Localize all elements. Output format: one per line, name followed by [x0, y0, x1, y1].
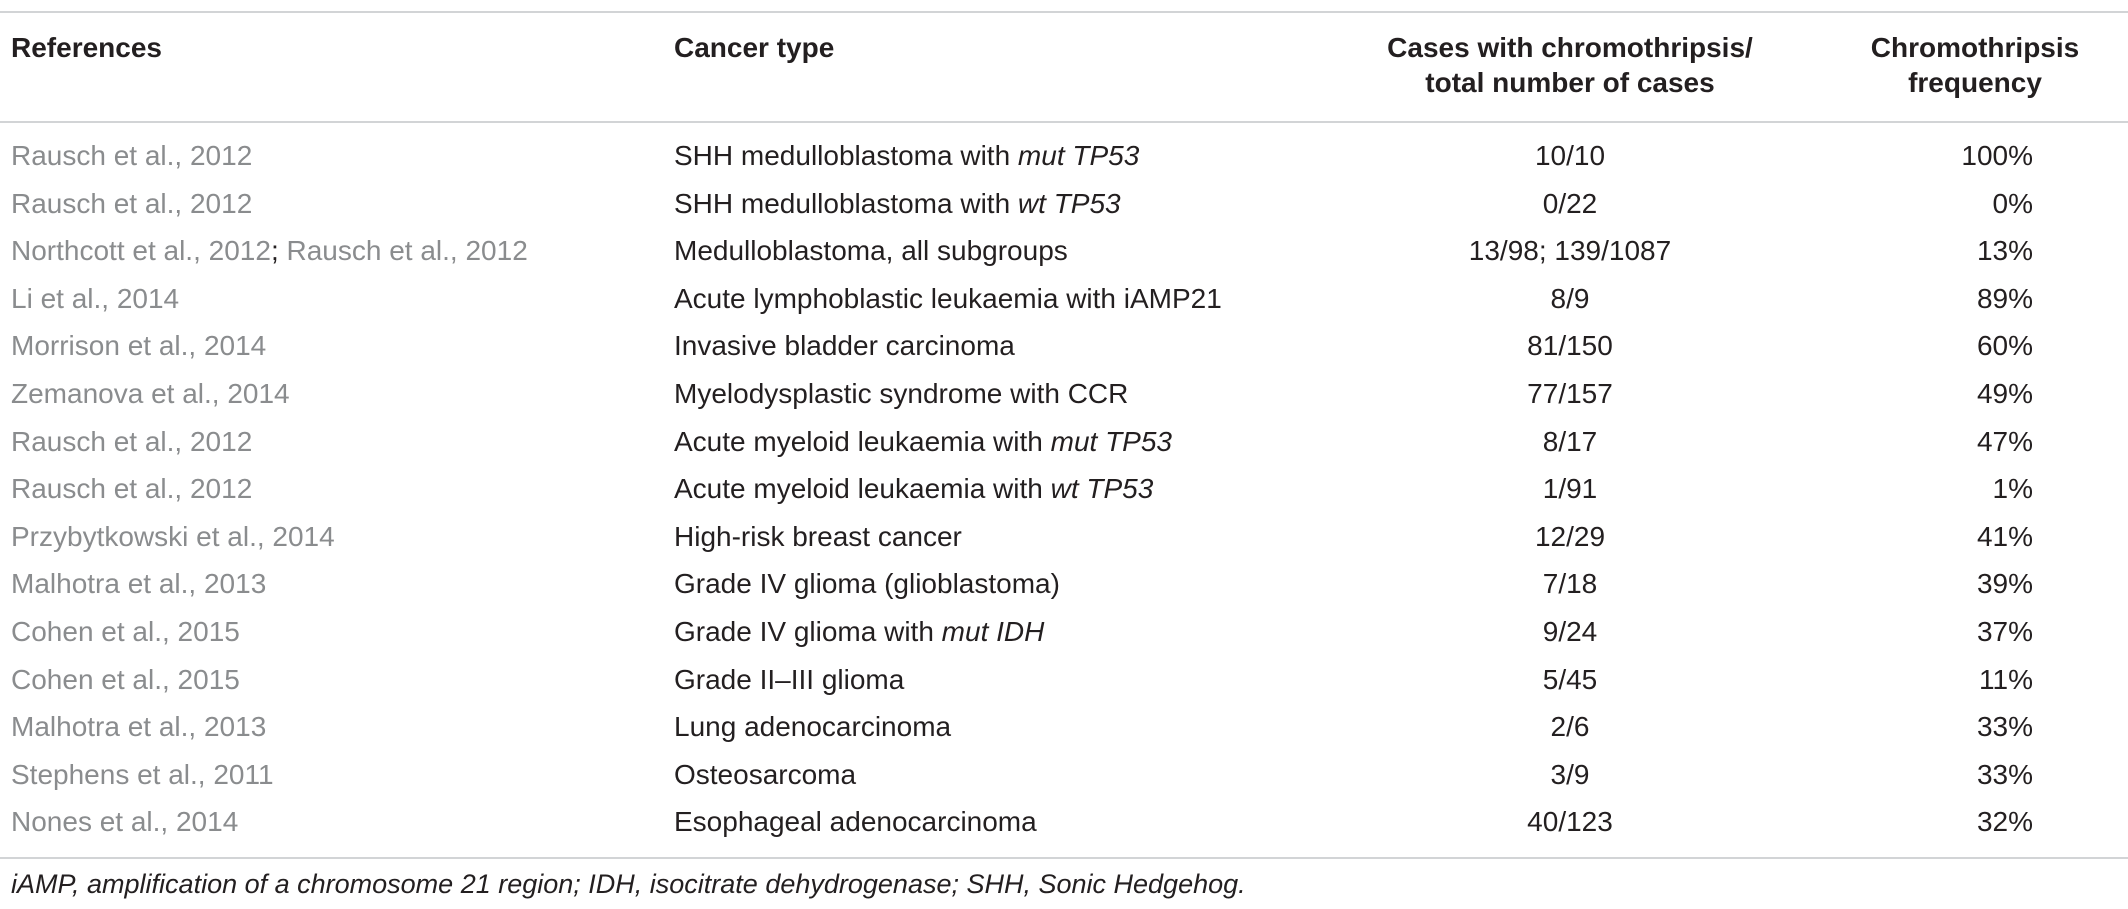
reference-link[interactable]: Rausch et al., 2012 — [11, 473, 253, 505]
cancer-type-cell — [674, 465, 1153, 513]
reference-link[interactable]: Cohen et al., 2015 — [11, 615, 240, 647]
reference-cell — [11, 656, 240, 704]
frequency-cell: 33% — [1976, 758, 2033, 790]
frequency-cell: 60% — [1976, 330, 2033, 362]
header-frequency-line2: frequency — [1908, 67, 2042, 98]
reference-cell — [11, 465, 252, 513]
reference-link[interactable]: Stephens et al., 2011 — [11, 758, 274, 790]
reference-cell — [11, 132, 252, 180]
frequency-cell: 0% — [1992, 187, 2033, 219]
reference-link[interactable]: Rausch et al., 2012 — [11, 140, 253, 171]
cases-cell: 3/9 — [1550, 758, 1590, 790]
reference-link[interactable]: Zemanova et al., 2014 — [11, 377, 290, 409]
cases-cell: 40/123 — [1527, 806, 1613, 838]
reference-link[interactable]: Rausch et al., 2012 — [11, 425, 253, 457]
top-rule — [0, 11, 2128, 13]
cancer-type-text: Medulloblastoma, all subgroups — [674, 235, 1068, 267]
reference-cell — [11, 513, 335, 561]
reference-cell — [11, 322, 266, 370]
cases-cell: 81/150 — [1527, 330, 1613, 362]
cancer-type-cell — [674, 656, 904, 704]
reference-link[interactable]: Li et al., 2014 — [11, 282, 180, 314]
bottom-rule — [0, 857, 2128, 859]
header-cases-line2: total number of cases — [1425, 67, 1715, 98]
header-references: References — [11, 32, 162, 63]
cancer-type-cell — [674, 798, 1037, 846]
table-row — [0, 275, 2128, 323]
table-row — [0, 608, 2128, 656]
cancer-type-text: Osteosarcoma — [674, 758, 857, 790]
cases-cell: 12/29 — [1534, 520, 1606, 552]
frequency-cell: 41% — [1976, 520, 2033, 552]
reference-separator: ; — [270, 235, 287, 267]
cases-cell: 13/98; 139/1087 — [1468, 235, 1672, 267]
header-cases-line1: Cases with chromothripsis/ — [1387, 32, 1753, 63]
cancer-type-cell — [674, 751, 856, 799]
reference-cell — [11, 227, 528, 275]
cases-cell: 2/6 — [1550, 711, 1590, 743]
cancer-type-cell — [674, 608, 1044, 656]
cases-cell: 9/24 — [1542, 615, 1598, 647]
reference-cell — [11, 798, 238, 846]
cancer-type-text: Acute lymphoblastic leukaemia with iAMP21 — [674, 282, 1222, 314]
header-frequency — [1840, 30, 2110, 100]
table-row — [0, 513, 2128, 561]
cases-cell: 0/22 — [1542, 187, 1598, 219]
frequency-cell: 37% — [1976, 615, 2033, 647]
cases-cell: 10/10 — [1534, 140, 1606, 171]
cancer-type-text: High-risk breast cancer — [674, 520, 962, 552]
table-row — [0, 227, 2128, 275]
frequency-cell: 11% — [1979, 663, 2033, 695]
reference-cell — [11, 180, 252, 228]
header-frequency-line1: Chromothripsis — [1870, 32, 2080, 63]
cancer-type-text: Acute myeloid leukaemia with — [674, 425, 1051, 457]
table-row — [0, 132, 2128, 180]
reference-link[interactable]: Malhotra et al., 2013 — [11, 711, 267, 743]
reference-cell — [11, 560, 266, 608]
table-row — [0, 656, 2128, 704]
table-row — [0, 751, 2128, 799]
reference-cell — [11, 370, 290, 418]
cancer-type-text: Myelodysplastic syndrome with CCR — [674, 377, 1129, 409]
cancer-type-text: Grade IV glioma (glioblastoma) — [674, 568, 1060, 600]
cancer-type-text: Acute myeloid leukaemia with — [674, 473, 1051, 505]
table-row — [0, 798, 2128, 846]
cancer-type-cell — [674, 418, 1172, 466]
cases-cell: 5/45 — [1542, 663, 1598, 695]
cancer-type-text: Grade IV glioma with — [674, 615, 942, 647]
reference-link[interactable]: Rausch et al., 2012 — [286, 235, 528, 267]
cancer-type-cell — [674, 322, 1015, 370]
cancer-type-cell — [674, 560, 1060, 608]
cancer-type-text: SHH medulloblastoma with — [674, 187, 1018, 219]
cancer-type-cell — [674, 370, 1128, 418]
cancer-type-gene: mut TP53 — [1050, 425, 1173, 457]
table-header — [0, 24, 2128, 114]
header-rule — [0, 121, 2128, 123]
header-cases — [1330, 30, 1810, 100]
table-row — [0, 370, 2128, 418]
frequency-cell: 13% — [1976, 235, 2033, 267]
cases-cell: 1/91 — [1542, 473, 1598, 505]
cancer-type-cell — [674, 132, 1139, 180]
frequency-cell: 33% — [1976, 711, 2033, 743]
cases-cell: 7/18 — [1542, 568, 1598, 600]
frequency-cell: 47% — [1976, 425, 2033, 457]
cases-cell: 8/9 — [1550, 282, 1590, 314]
reference-cell — [11, 751, 274, 799]
cancer-type-text: Esophageal adenocarcinoma — [674, 806, 1037, 838]
cancer-type-text: SHH medulloblastoma with — [674, 140, 1018, 171]
reference-link[interactable]: Przybytkowski et al., 2014 — [11, 520, 335, 552]
cancer-type-gene: wt TP53 — [1050, 473, 1154, 505]
table-row — [0, 418, 2128, 466]
frequency-cell: 49% — [1976, 377, 2033, 409]
reference-link[interactable]: Malhotra et al., 2013 — [11, 568, 267, 600]
table-row — [0, 180, 2128, 228]
frequency-cell: 32% — [1976, 806, 2033, 838]
reference-cell — [11, 608, 240, 656]
table-row — [0, 703, 2128, 751]
reference-cell — [11, 418, 252, 466]
cancer-type-text: Lung adenocarcinoma — [674, 711, 952, 743]
reference-link[interactable]: Rausch et al., 2012 — [11, 187, 253, 219]
header-cancer-type: Cancer type — [674, 32, 835, 63]
cancer-type-cell — [674, 180, 1121, 228]
reference-cell — [11, 703, 266, 751]
frequency-cell: 100% — [1961, 140, 2033, 171]
cancer-type-gene: wt TP53 — [1017, 187, 1121, 219]
frequency-cell: 1% — [1992, 473, 2033, 505]
cases-cell: 8/17 — [1542, 425, 1598, 457]
cancer-type-cell — [674, 513, 962, 561]
cancer-type-gene: mut IDH — [941, 615, 1045, 647]
table-row — [0, 465, 2128, 513]
cancer-type-cell — [674, 227, 1068, 275]
table-row — [0, 560, 2128, 608]
reference-link[interactable]: Nones et al., 2014 — [11, 806, 239, 838]
frequency-cell: 89% — [1976, 282, 2033, 314]
cancer-type-text: Grade II–III glioma — [674, 663, 905, 695]
reference-link[interactable]: Northcott et al., 2012 — [11, 235, 271, 267]
reference-cell — [11, 275, 179, 323]
table-body — [0, 132, 2128, 846]
table-footnote: iAMP, amplification of a chromosome 21 region; IDH, isocitrate dehydrogenase; SHH, Sonic Hedgehog. — [11, 869, 1246, 899]
cancer-type-text: Invasive bladder carcinoma — [674, 330, 1015, 362]
cancer-type-cell — [674, 275, 1222, 323]
frequency-cell: 39% — [1976, 568, 2033, 600]
cancer-type-gene: mut TP53 — [1017, 140, 1140, 171]
cancer-type-cell — [674, 703, 951, 751]
reference-link[interactable]: Cohen et al., 2015 — [11, 663, 240, 695]
reference-link[interactable]: Morrison et al., 2014 — [11, 330, 267, 362]
table-row — [0, 322, 2128, 370]
cases-cell: 77/157 — [1527, 377, 1613, 409]
